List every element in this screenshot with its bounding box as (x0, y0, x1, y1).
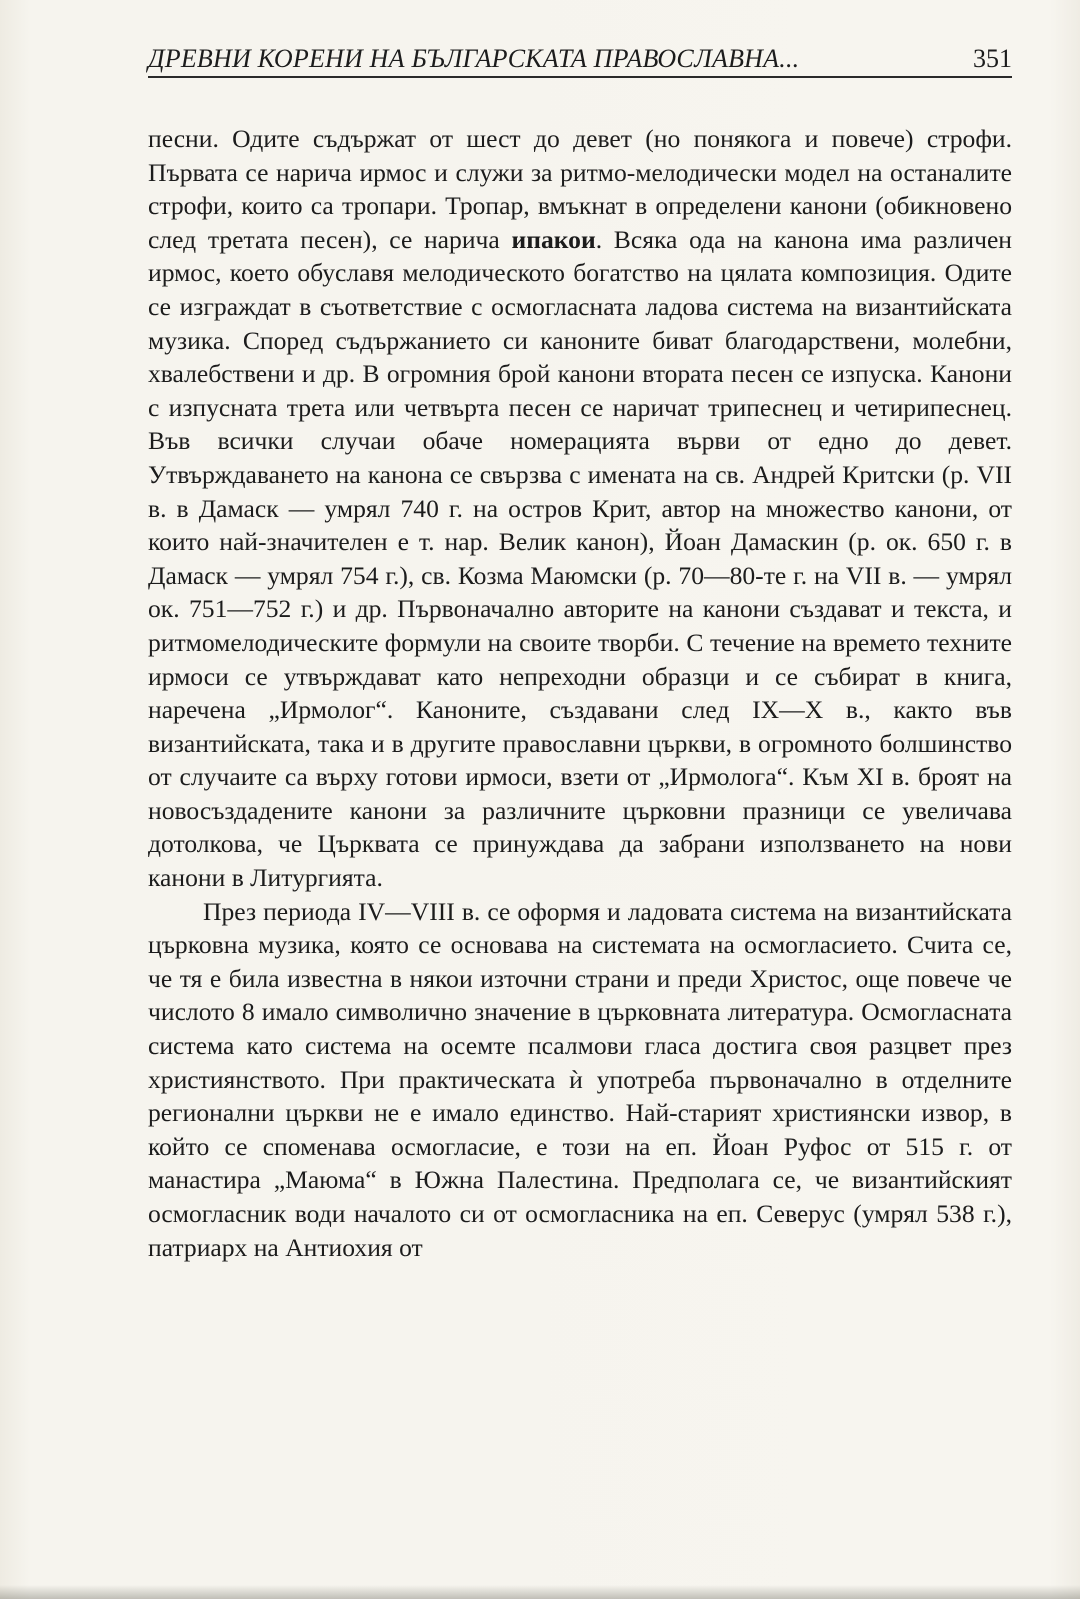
paragraph-1-text-a: песни. Одите съдържат от шест до девет (но понякога и повече) строфи. Първата се нарича ирмос и служи за ритмо-мелодически модел на останалите строфи, които са тропари. Тропар, вмъкнат в определени канони (обикновено след третата песен), се нарича (148, 124, 1012, 254)
body-text (148, 122, 1012, 1264)
paragraph-1-text-b: . Всяка ода на канона има различен ирмос, което обуславя мелодическото богатство на цялата композиция. Одите се изграждат в съответствие с осмогласната ладова система на византийската музика. Според съдържанието си каноните биват благодарствени, молебни, хвалебствени и др. В огромния брой канони втората песен се изпуска. Канони с изпусната трета или четвърта песен се наричат трипеснец и четирипеснец. Във всички случаи обаче номерацията върви от едно до девет. Утвърждаването на канона се свързва с имената на св. Андрей Критски (р. VII в. в Дамаск — умрял 740 г. на остров Крит, автор на множество канони, от които най-значителен е т. нар. Велик канон), Йоан Дамаскин (р. ок. 650 г. в Дамаск — умрял 754 г.), св. Козма Маюмски (р. 70—80-те г. на VII в. — умрял ок. 751—752 г.) и др. Първоначално авторите на канони създават и текста, и ритмомелодическите формули на своите творби. С течение на времето техните ирмоси се утвърждават като непреходни образци и се събират в книга, наречена „Ирмолог“. Каноните, създавани след IX—X в., както във византийската, така и в другите православни църкви, в огромното болшинство от случаите са върху готови ирмоси, взети от „Ирмолога“. Към XI в. броят на новосъздадените канони за различните църковни празници се увеличава дотолкова, че Църквата се принуждава да забрани използването на нови канони в Литургията. (148, 224, 1013, 893)
paragraph-2: През периода IV—VIII в. се оформя и ладовата система на византийската църковна музика, която се основава на системата на осмогласието. Счита се, че тя е била известна в някои източни страни и преди Христос, още повече че числото 8 имало символично значение в църковната литература. Осмогласната система като система на осемте псалмови гласа достига своя разцвет през християнството. При практическата ѝ употреба първоначално в отделните регионални църкви не е имало единство. Най-старият християнски извор, в който се споменава осмогласие, е този на еп. Йоан Руфос от 515 г. от манастира „Маюма“ в Южна Палестина. Предполага се, че византийският осмогласник води началото си от осмогласника на еп. Северус (умрял 538 г.), патриарх на Антиохия от (148, 896, 1012, 1262)
running-title: ДРЕВНИ КОРЕНИ НА БЪЛГАРСКАТА ПРАВОСЛАВНА... (148, 44, 800, 73)
paragraph-1 (148, 122, 1012, 895)
page-edge-shadow (0, 1585, 1080, 1599)
term-ipakoi: ипакои (511, 224, 596, 254)
page-number: 351 (973, 44, 1012, 73)
running-header (148, 42, 1012, 78)
